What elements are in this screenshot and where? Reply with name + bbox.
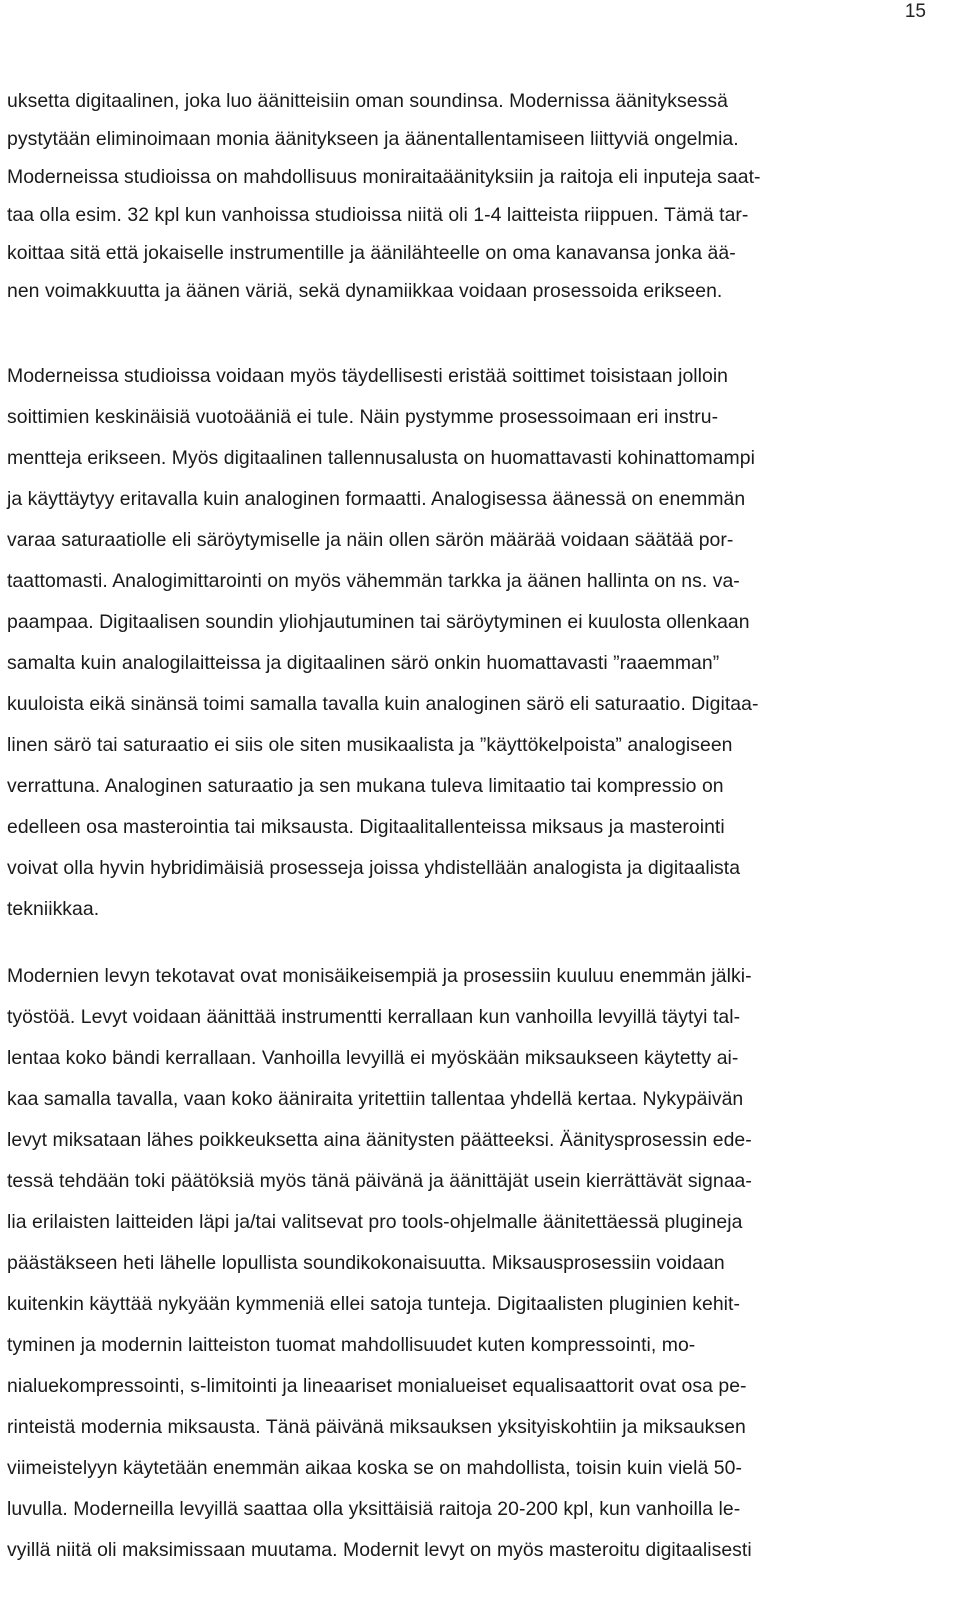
text-line: luvulla. Moderneilla levyillä saattaa olla yksittäisiä raitoja 20-200 kpl, kun vanhoilla le- [7, 1498, 741, 1520]
paragraph-1 [7, 82, 932, 310]
text-line: työstöä. Levyt voidaan äänittää instrumentti kerrallaan kun vanhoilla levyillä täytyi tal- [7, 1006, 741, 1028]
text-line: lentaa koko bändi kerrallaan. Vanhoilla levyillä ei myöskään miksaukseen käytetty ai- [7, 1047, 739, 1069]
text-line: paampaa. Digitaalisen soundin yliohjautuminen tai säröytyminen ei kuulosta ollenkaan [7, 611, 750, 633]
text-line: uksetta digitaalinen, joka luo äänitteisiin oman soundinsa. Modernissa äänityksessä [7, 90, 728, 112]
text-line: koittaa sitä että jokaiselle instrumentille ja äänilähteelle on oma kanavansa jonka ää- [7, 242, 736, 264]
text-line: soittimien keskinäisiä vuotoääniä ei tule. Näin pystymme prosessoimaan eri instru- [7, 406, 719, 428]
text-line: mentteja erikseen. Myös digitaalinen tallennusalusta on huomattavasti kohinattomampi [7, 447, 755, 469]
text-line: kuuloista eikä sinänsä toimi samalla tavalla kuin analoginen särö eli saturaatio. Digitaa- [7, 693, 759, 715]
text-line: nialuekompressointi, s-limitointi ja lineaariset monialueiset equalisaattorit ovat osa pe- [7, 1375, 747, 1397]
text-line: Moderneissa studioissa on mahdollisuus moniraitaäänityksiin ja raitoja eli inputeja saat- [7, 166, 761, 188]
page-number: 15 [904, 1, 926, 22]
text-line: Modernien levyn tekotavat ovat monisäikeisempiä ja prosessiin kuuluu enemmän jälki- [7, 965, 752, 987]
text-line: varaa saturaatiolle eli säröytymiselle ja näin ollen särön määrää voidaan säätää por- [7, 529, 734, 551]
text-line: tekniikkaa. [7, 898, 100, 920]
text-line: tyminen ja modernin laitteiston tuomat mahdollisuudet kuten kompressointi, mo- [7, 1334, 696, 1356]
text-line: kuitenkin käyttää nykyään kymmeniä ellei satoja tunteja. Digitaalisten pluginien kehit- [7, 1293, 740, 1315]
text-line: taattomasti. Analogimittarointi on myös vähemmän tarkka ja äänen hallinta on ns. va- [7, 570, 740, 592]
text-line: pystytään eliminoimaan monia äänitykseen ja äänentallentamiseen liittyviä ongelmia. [7, 128, 739, 150]
text-line: linen särö tai saturaatio ei siis ole siten musikaalista ja ”käyttökelpoista” analogiseen [7, 734, 733, 756]
paragraph-2 [7, 356, 932, 930]
text-line: verrattuna. Analoginen saturaatio ja sen mukana tuleva limitaatio tai kompressio on [7, 775, 724, 797]
text-line: vyillä niitä oli maksimissaan muutama. Modernit levyt on myös masteroitu digitaalisesti [7, 1539, 752, 1561]
text-line: taa olla esim. 32 kpl kun vanhoissa studioissa niitä oli 1-4 laitteista riippuen. Tämä tar- [7, 204, 749, 226]
text-line: viimeistelyyn käytetään enemmän aikaa koska se on mahdollista, toisin kuin vielä 50- [7, 1457, 742, 1479]
text-line: lia erilaisten laitteiden läpi ja/tai valitsevat pro tools-ohjelmalle äänitettäessä plugineja [7, 1211, 743, 1233]
text-line: tessä tehdään toki päätöksiä myös tänä päivänä ja äänittäjät usein kierrättävät signaa- [7, 1170, 752, 1192]
text-line: edelleen osa masterointia tai miksausta. Digitaalitallenteissa miksaus ja masterointi [7, 816, 725, 838]
text-line: levyt miksataan lähes poikkeuksetta aina äänitysten päätteeksi. Äänitysprosessin ede- [7, 1129, 752, 1151]
text-line: kaa samalla tavalla, vaan koko ääniraita yritettiin tallentaa yhdellä kertaa. Nykypäivän [7, 1088, 744, 1110]
text-line: nen voimakkuutta ja äänen väriä, sekä dynamiikkaa voidaan prosessoida erikseen. [7, 280, 723, 302]
text-line: rinteistä modernia miksausta. Tänä päivänä miksauksen yksityiskohtiin ja miksauksen [7, 1416, 746, 1438]
text-line: samalta kuin analogilaitteissa ja digitaalinen särö onkin huomattavasti ”raaemman” [7, 652, 720, 674]
text-line: päästäkseen heti lähelle lopullista soundikokonaisuutta. Miksausprosessiin voidaan [7, 1252, 725, 1274]
paragraph-3 [7, 956, 932, 1571]
text-line: voivat olla hyvin hybridimäisiä prosesseja joissa yhdistellään analogista ja digitaalista [7, 857, 741, 879]
text-line: ja käyttäytyy eritavalla kuin analoginen formaatti. Analogisessa äänessä on enemmän [7, 488, 746, 510]
text-line: Moderneissa studioissa voidaan myös täydellisesti eristää soittimet toisistaan jolloin [7, 365, 729, 387]
